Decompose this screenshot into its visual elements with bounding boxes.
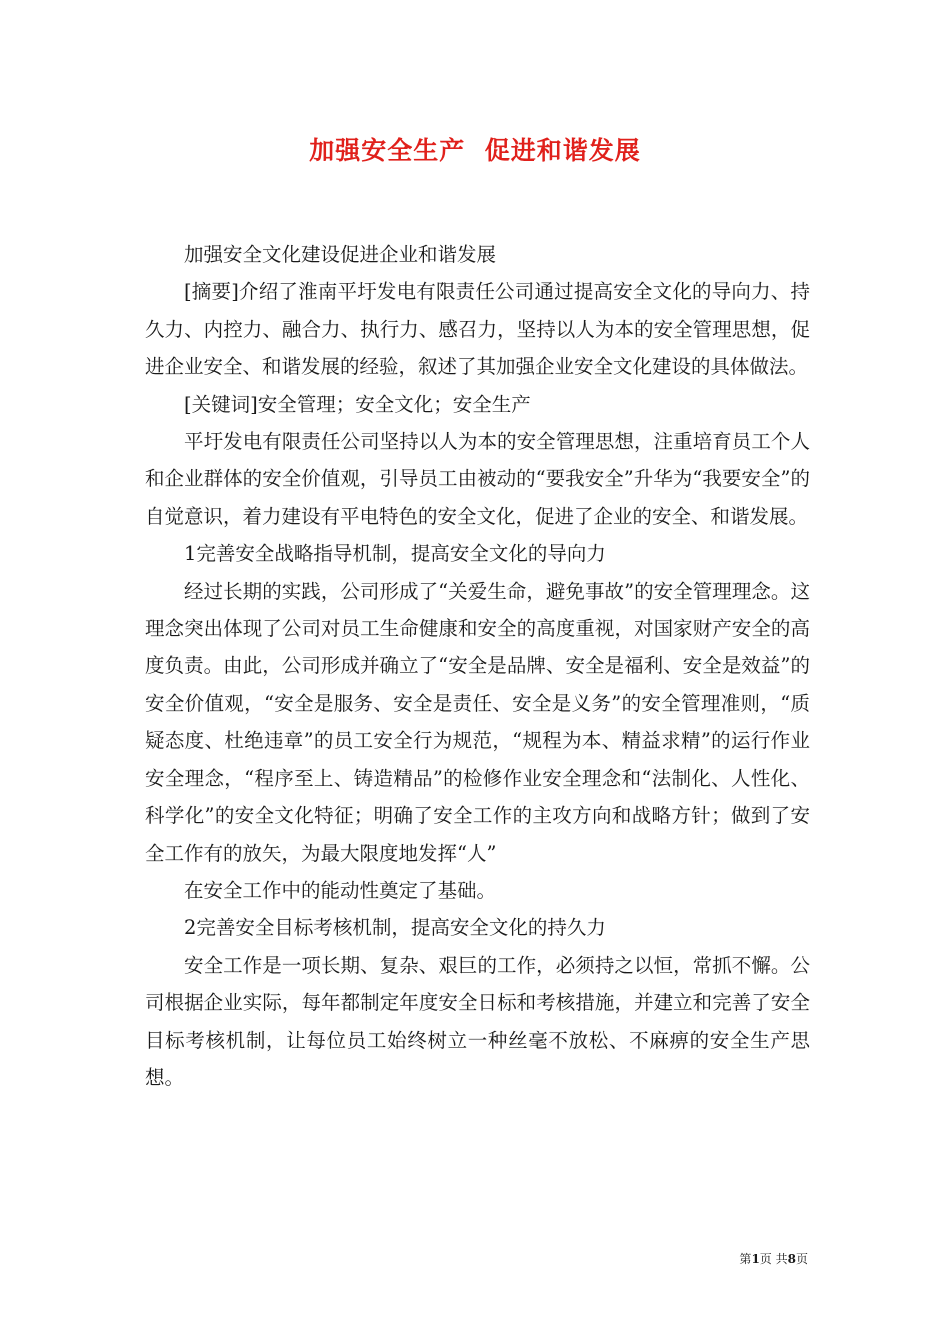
body-paragraph: 经过长期的实践，公司形成了“关爱生命，避免事故”的安全管理理念。这理念突出体现了公司对员工生命健康和安全的高度重视，对国家财产安全的高度负责。由此，公司形成并确立了“安全是品牌、安全是福利、安全是效益”的安全价值观，“安全是服务、安全是责任、安全是义务”的安全管理准则，“质疑态度、杜绝违章”的员工安全行为规范，“规程为本、精益求精”的运行作业安全理念，“程序至上、铸造精品”的检修作业安全理念和“法制化、人性化、科学化”的安全文化特征；明确了安全工作的主攻方向和战略方针；做到了安全工作有的放矢，为最大限度地发挥“人” [145,579,810,865]
body-paragraph: 平圩发电有限责任公司坚持以人为本的安全管理思想，注重培育员工个人和企业群体的安全价值观，引导员工由被动的“要我安全”升华为“我要安全”的自觉意识，着力建设有平电特色的安全文化，促进了企业的安全、和谐发展。 [145,430,810,528]
body-paragraph: [摘要]介绍了淮南平圩发电有限责任公司通过提高安全文化的导向力、持久力、内控力、融合力、执行力、感召力，坚持以人为本的安全管理思想，促进企业安全、和谐发展的经验，叙述了其加强企业安全文化建设的具体做法。 [145,280,810,379]
page-middle: 页 共 [759,1252,788,1266]
body-paragraph: 安全工作是一项长期、复杂、艰巨的工作，必须持之以恒，常抓不懈。公司根据企业实际，每年都制定年度安全日标和考核措施，并建立和完善了安全目标考核机制，让每位员工始终树立一种丝毫不放松、不麻痹的安全生产思想。 [145,953,810,1089]
section-heading: 2完善安全目标考核机制，提高安全文化的持久力 [184,916,606,940]
document-title: 加强安全生产 促进和谐发展 [309,136,641,165]
body-paragraph: 加强安全文化建设促进企业和谐发展 [184,243,497,266]
page-suffix: 页 [795,1252,808,1266]
page-number [739,1250,808,1267]
total-pages-number: 8 [787,1252,796,1266]
document-body [145,236,810,1096]
body-paragraph: [关键词]安全管理；安全文化；安全生产 [184,392,531,416]
body-paragraph: 在安全工作中的能动性奠定了基础。 [184,878,497,902]
section-heading: 1完善安全战略指导机制，提高安全文化的导向力 [184,542,606,566]
current-page-number: 1 [751,1252,760,1266]
page-prefix: 第 [739,1252,752,1266]
